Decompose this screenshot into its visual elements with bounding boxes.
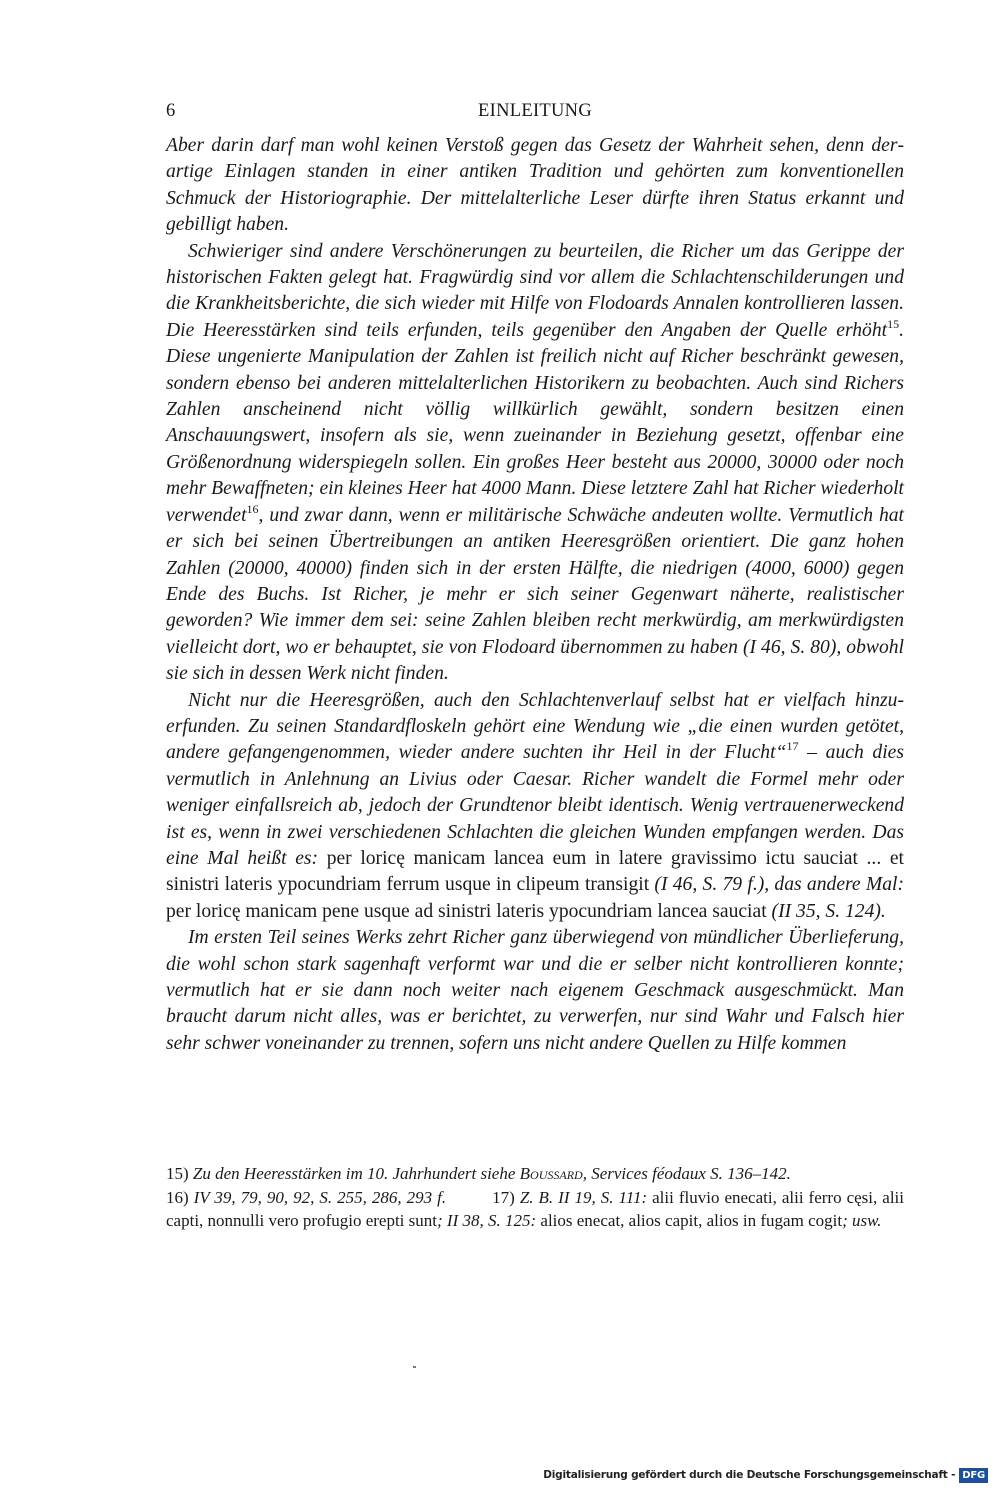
footnote-17-latin-1: alii fluvio enecati, alii ferro cęsi, alii capti, nonnulli vero profugio erepti sunt xyxy=(166,1187,904,1230)
footnote-16-text: IV 39, 79, 90, 92, S. 255, 286, 293 f. xyxy=(188,1187,447,1207)
footnote-15-author: Boussard xyxy=(519,1164,583,1183)
paragraph-3-text-b: – auch dies vermutlich in Anlehnung an Livius oder Caesar. Richer wandelt die Formel mehr oder weniger einfallsreich ab, jedoch der Grundtenor bleibt identisch. Wenig vertrauenerweckend ist es, wenn in zwei verschiedenen Schlachten die gleichen Wunden empfangen werden. Das eine Mal heißt es: xyxy=(166,742,904,869)
footnote-15-rest: , Services féodaux S. 136–142. xyxy=(582,1164,791,1183)
latin-quote-1: per loricę manicam lancea eum in latere gravissimo ictu sauciat ... et sinistri lateris ypocundriam ferrum usque in clipeum transigit xyxy=(166,847,904,896)
paragraph-3-text-d: (II 35, S. 124). xyxy=(766,900,886,922)
page-number: 6 xyxy=(166,101,176,121)
scan-artifact xyxy=(413,1366,416,1368)
paragraph-1: Aber darin darf man wohl keinen Verstoß gegen das Gesetz der Wahrheit sehen, denn derartige Einlagen standen in einer antiken Tradition und gehörten zum konventionellen Schmuck der Historiographie. Der mittelalterliche Leser dürfte ihren Status erkannt und gebilligt haben. xyxy=(166,135,904,236)
footnote-17-number: 17) xyxy=(492,1187,515,1207)
footnote-17-end: ; usw. xyxy=(842,1211,882,1230)
footnote-ref-16[interactable]: 16 xyxy=(246,501,259,516)
chapter-title: EINLEITUNG xyxy=(478,101,592,121)
footnote-17-ref-1: Z. B. II 19, S. 111: xyxy=(514,1187,653,1207)
paragraph-2-text-b: . Diese ungenierte Manipulation der Zahlen ist freilich nicht auf Richer beschränkt gewesen, sondern ebenso bei anderen mittelalterlichen Historikern zu beobachten. Auch sind Richers Zahlen anscheinend nicht völlig willkürlich gewählt, sondern besitzen einen Anschauungswert, insofern als sie, wenn zueinander in Beziehung gesetzt, offenbar eine Größenordnung widerspiegeln sollen. Ein großes Heer besteht aus 20000, 30000 oder noch mehr Bewaffneten; ein kleines Heer hat 4000 Mann. Diese letztere Zahl hat Richer wiederholt verwendet xyxy=(166,319,904,526)
footnotes xyxy=(166,1162,904,1233)
footnote-16-17 xyxy=(166,1186,904,1233)
paragraph-3-text-c: (I 46, S. 79 f.), das andere Mal: xyxy=(649,874,904,896)
running-head xyxy=(166,101,904,125)
paragraph-3 xyxy=(166,688,904,926)
paragraph-2 xyxy=(166,239,904,688)
paragraph-2-text-c: , und zwar dann, wenn er militärische Schwäche andeuten wollte. Vermutlich hat er sich bei seinen Übertreibungen an antiken Heeresgrößen orientiert. Die ganz hohen Zahlen (20000, 40000) finden sich in der ersten Hälfte, die niedrigen (4000, 6000) gegen Ende des Buchs. Ist Richer, je mehr er sich seiner Gegenwart näherte, realistischer geworden? Wie immer dem sei: seine Zahlen bleiben recht merkwürdig, am merkwürdigsten vielleicht dort, wo er behauptet, sie von Flodoard übernommen zu haben (I 46, S. 80), obwohl sie sich in dessen Werk nicht finden. xyxy=(166,504,904,685)
paragraph-3-text-a: Nicht nur die Heeresgrößen, auch den Schlachtenverlauf selbst hat er vielfach hinzuerfunden. Zu seinen Standardfloskeln gehört eine Wendung wie „die einen wurden getötet, andere gefangengenommen, wieder andere suchten ihr Heil in der Flucht“ xyxy=(166,689,904,764)
footnote-17-ref-2: ; II 38, S. 125: xyxy=(437,1211,541,1230)
footnote-15 xyxy=(166,1162,904,1186)
footnote-15-text: Zu den Heeresstärken im 10. Jahrhundert siehe xyxy=(188,1164,520,1183)
digitization-credit xyxy=(543,1467,988,1483)
paragraph-2-text-a: Schwieriger sind andere Verschönerungen zu beurteilen, die Richer um das Gerippe der historischen Fakten gelegt hat. Fragwürdig sind vor allem die Schlachtenschilderungen und die Krankheitsberichte, die sich wieder mit Hilfe von Flodoards Annalen kontrollieren lassen. Die Heeresstärken sind teils erfunden, teils gegenüber den Angaben der Quelle erhöht xyxy=(166,240,904,341)
body-text xyxy=(166,133,904,1057)
paragraph-4: Im ersten Teil seines Werks zehrt Richer ganz überwiegend von mündlicher Überlieferung, die wohl schon stark sagenhaft verformt war und die er selber nicht kontrollieren konnte; vermutlich hat er sie dann noch weiter nach eigenem Geschmack ausgeschmückt. Man braucht darum nicht alles, was er berichtet, zu verwerfen, nur sind Wahr und Falsch hier sehr schwer voneinander zu trennen, sofern uns nicht andere Quellen zu Hilfe kommen xyxy=(166,927,904,1054)
credit-text: Digitalisierung gefördert durch die Deutsche Forschungsgemeinschaft - xyxy=(543,1469,956,1481)
footnote-ref-15[interactable]: 15 xyxy=(887,316,900,331)
footnote-16-number: 16) xyxy=(166,1187,189,1207)
footnote-ref-17[interactable]: 17 xyxy=(786,739,799,754)
latin-quote-2: per loricę manicam pene usque ad sinistri lateris ypocundriam lancea sauciat xyxy=(166,900,767,922)
footnote-17-latin-2: alios enecat, alios capit, alios in fugam cogit xyxy=(540,1211,843,1230)
dfg-logo-icon: DFG xyxy=(959,1468,988,1483)
footnote-15-number: 15) xyxy=(166,1164,189,1183)
